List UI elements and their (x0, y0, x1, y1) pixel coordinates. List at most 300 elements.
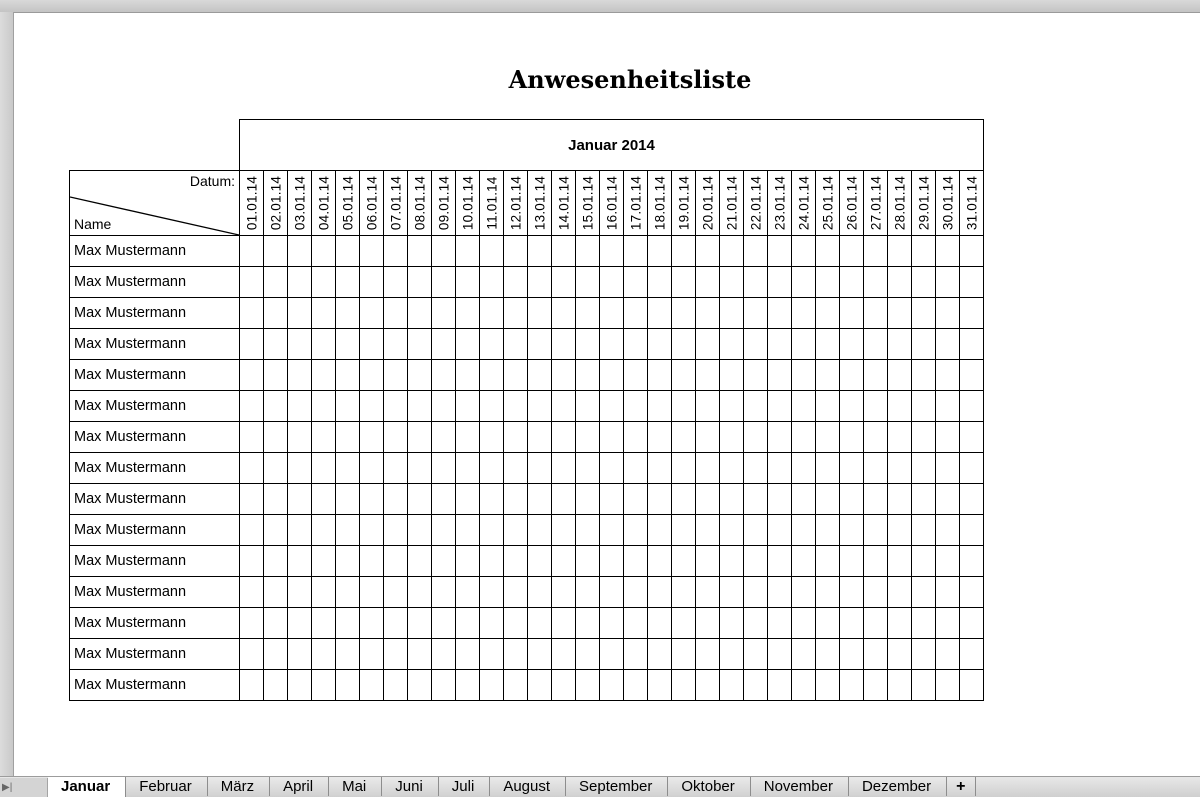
attendance-cell[interactable] (912, 298, 936, 329)
attendance-cell[interactable] (720, 670, 744, 701)
attendance-cell[interactable] (600, 298, 624, 329)
attendance-cell[interactable] (264, 608, 288, 639)
attendance-cell[interactable] (744, 546, 768, 577)
attendance-cell[interactable] (768, 422, 792, 453)
attendance-cell[interactable] (936, 360, 960, 391)
attendance-cell[interactable] (912, 577, 936, 608)
attendance-cell[interactable] (744, 267, 768, 298)
attendance-cell[interactable] (456, 515, 480, 546)
attendance-cell[interactable] (768, 236, 792, 267)
attendance-cell[interactable] (336, 515, 360, 546)
attendance-cell[interactable] (816, 577, 840, 608)
attendance-cell[interactable] (696, 453, 720, 484)
attendance-cell[interactable] (720, 608, 744, 639)
attendance-cell[interactable] (816, 422, 840, 453)
attendance-cell[interactable] (864, 639, 888, 670)
attendance-cell[interactable] (528, 236, 552, 267)
attendance-cell[interactable] (648, 515, 672, 546)
attendance-cell[interactable] (408, 453, 432, 484)
attendance-cell[interactable] (960, 577, 984, 608)
attendance-cell[interactable] (888, 360, 912, 391)
person-name-cell[interactable]: Max Mustermann (70, 670, 240, 701)
attendance-cell[interactable] (408, 608, 432, 639)
attendance-cell[interactable] (696, 267, 720, 298)
date-header-cell[interactable] (600, 171, 624, 236)
attendance-cell[interactable] (384, 298, 408, 329)
attendance-cell[interactable] (600, 484, 624, 515)
attendance-cell[interactable] (816, 453, 840, 484)
attendance-cell[interactable] (936, 298, 960, 329)
sheet-tab[interactable]: Oktober (668, 777, 750, 796)
attendance-cell[interactable] (360, 453, 384, 484)
attendance-cell[interactable] (336, 298, 360, 329)
attendance-cell[interactable] (768, 546, 792, 577)
attendance-cell[interactable] (480, 670, 504, 701)
attendance-cell[interactable] (240, 298, 264, 329)
attendance-cell[interactable] (648, 298, 672, 329)
attendance-cell[interactable] (576, 329, 600, 360)
attendance-cell[interactable] (600, 360, 624, 391)
attendance-cell[interactable] (312, 422, 336, 453)
attendance-cell[interactable] (432, 639, 456, 670)
attendance-cell[interactable] (624, 515, 648, 546)
attendance-cell[interactable] (336, 577, 360, 608)
attendance-cell[interactable] (336, 422, 360, 453)
attendance-cell[interactable] (792, 670, 816, 701)
attendance-cell[interactable] (528, 360, 552, 391)
attendance-cell[interactable] (744, 453, 768, 484)
person-name-cell[interactable]: Max Mustermann (70, 422, 240, 453)
attendance-cell[interactable] (744, 360, 768, 391)
attendance-cell[interactable] (336, 236, 360, 267)
attendance-cell[interactable] (312, 391, 336, 422)
attendance-cell[interactable] (672, 298, 696, 329)
attendance-cell[interactable] (816, 639, 840, 670)
attendance-cell[interactable] (264, 577, 288, 608)
attendance-cell[interactable] (672, 453, 696, 484)
attendance-cell[interactable] (600, 453, 624, 484)
attendance-cell[interactable] (576, 608, 600, 639)
attendance-cell[interactable] (288, 515, 312, 546)
attendance-cell[interactable] (432, 329, 456, 360)
attendance-cell[interactable] (456, 639, 480, 670)
attendance-cell[interactable] (720, 422, 744, 453)
attendance-cell[interactable] (696, 608, 720, 639)
attendance-cell[interactable] (672, 608, 696, 639)
attendance-cell[interactable] (432, 453, 456, 484)
attendance-cell[interactable] (552, 670, 576, 701)
date-header-cell[interactable] (624, 171, 648, 236)
attendance-cell[interactable] (936, 577, 960, 608)
date-header-cell[interactable] (672, 171, 696, 236)
attendance-cell[interactable] (528, 329, 552, 360)
attendance-cell[interactable] (936, 608, 960, 639)
attendance-cell[interactable] (456, 236, 480, 267)
attendance-cell[interactable] (888, 515, 912, 546)
attendance-cell[interactable] (696, 670, 720, 701)
attendance-cell[interactable] (504, 670, 528, 701)
attendance-cell[interactable] (624, 546, 648, 577)
attendance-cell[interactable] (864, 546, 888, 577)
attendance-cell[interactable] (504, 515, 528, 546)
attendance-cell[interactable] (576, 670, 600, 701)
person-name-cell[interactable]: Max Mustermann (70, 391, 240, 422)
attendance-cell[interactable] (888, 546, 912, 577)
attendance-cell[interactable] (960, 670, 984, 701)
attendance-cell[interactable] (312, 639, 336, 670)
attendance-cell[interactable] (744, 670, 768, 701)
attendance-cell[interactable] (648, 608, 672, 639)
attendance-cell[interactable] (576, 484, 600, 515)
attendance-cell[interactable] (504, 267, 528, 298)
attendance-cell[interactable] (264, 236, 288, 267)
attendance-cell[interactable] (816, 484, 840, 515)
attendance-cell[interactable] (792, 608, 816, 639)
attendance-cell[interactable] (960, 236, 984, 267)
person-name-cell[interactable]: Max Mustermann (70, 453, 240, 484)
attendance-cell[interactable] (816, 515, 840, 546)
date-header-cell[interactable] (360, 171, 384, 236)
attendance-cell[interactable] (504, 298, 528, 329)
attendance-cell[interactable] (888, 639, 912, 670)
attendance-cell[interactable] (504, 360, 528, 391)
attendance-cell[interactable] (792, 546, 816, 577)
attendance-cell[interactable] (576, 360, 600, 391)
attendance-cell[interactable] (432, 608, 456, 639)
attendance-cell[interactable] (288, 639, 312, 670)
attendance-cell[interactable] (792, 484, 816, 515)
attendance-cell[interactable] (384, 422, 408, 453)
attendance-cell[interactable] (480, 546, 504, 577)
attendance-cell[interactable] (912, 360, 936, 391)
attendance-cell[interactable] (624, 360, 648, 391)
attendance-cell[interactable] (624, 267, 648, 298)
attendance-cell[interactable] (960, 608, 984, 639)
add-sheet-icon[interactable]: + (947, 777, 975, 796)
date-header-cell[interactable] (408, 171, 432, 236)
attendance-cell[interactable] (504, 639, 528, 670)
attendance-cell[interactable] (240, 639, 264, 670)
attendance-cell[interactable] (888, 267, 912, 298)
attendance-cell[interactable] (456, 670, 480, 701)
person-name-cell[interactable]: Max Mustermann (70, 639, 240, 670)
person-name-cell[interactable]: Max Mustermann (70, 236, 240, 267)
attendance-cell[interactable] (456, 267, 480, 298)
attendance-cell[interactable] (264, 639, 288, 670)
attendance-cell[interactable] (552, 577, 576, 608)
attendance-cell[interactable] (432, 515, 456, 546)
attendance-cell[interactable] (888, 453, 912, 484)
attendance-cell[interactable] (312, 577, 336, 608)
attendance-cell[interactable] (864, 515, 888, 546)
attendance-cell[interactable] (888, 298, 912, 329)
attendance-cell[interactable] (528, 391, 552, 422)
attendance-cell[interactable] (552, 546, 576, 577)
attendance-cell[interactable] (288, 484, 312, 515)
attendance-cell[interactable] (720, 484, 744, 515)
attendance-cell[interactable] (264, 329, 288, 360)
attendance-cell[interactable] (696, 546, 720, 577)
attendance-cell[interactable] (648, 422, 672, 453)
attendance-cell[interactable] (576, 298, 600, 329)
attendance-cell[interactable] (744, 639, 768, 670)
attendance-cell[interactable] (456, 298, 480, 329)
attendance-cell[interactable] (864, 670, 888, 701)
attendance-cell[interactable] (240, 546, 264, 577)
person-name-cell[interactable]: Max Mustermann (70, 329, 240, 360)
attendance-cell[interactable] (960, 360, 984, 391)
attendance-cell[interactable] (816, 360, 840, 391)
attendance-cell[interactable] (504, 236, 528, 267)
attendance-cell[interactable] (816, 329, 840, 360)
attendance-cell[interactable] (840, 670, 864, 701)
date-header-cell[interactable] (288, 171, 312, 236)
attendance-cell[interactable] (720, 236, 744, 267)
attendance-cell[interactable] (960, 515, 984, 546)
sheet-tab[interactable]: Mai (329, 777, 382, 796)
attendance-cell[interactable] (840, 329, 864, 360)
date-header-cell[interactable] (480, 171, 504, 236)
attendance-cell[interactable] (408, 639, 432, 670)
attendance-cell[interactable] (480, 453, 504, 484)
person-name-cell[interactable]: Max Mustermann (70, 267, 240, 298)
datum-name-corner-cell[interactable] (70, 171, 240, 236)
attendance-cell[interactable] (936, 267, 960, 298)
attendance-cell[interactable] (936, 515, 960, 546)
attendance-cell[interactable] (912, 608, 936, 639)
attendance-cell[interactable] (648, 360, 672, 391)
attendance-cell[interactable] (672, 670, 696, 701)
attendance-cell[interactable] (480, 515, 504, 546)
sheet-tab[interactable]: November (751, 777, 849, 796)
attendance-cell[interactable] (696, 298, 720, 329)
attendance-cell[interactable] (912, 236, 936, 267)
attendance-cell[interactable] (528, 546, 552, 577)
attendance-cell[interactable] (768, 267, 792, 298)
attendance-cell[interactable] (864, 453, 888, 484)
attendance-cell[interactable] (408, 391, 432, 422)
attendance-cell[interactable] (312, 267, 336, 298)
attendance-cell[interactable] (552, 515, 576, 546)
attendance-cell[interactable] (336, 484, 360, 515)
attendance-cell[interactable] (528, 298, 552, 329)
attendance-cell[interactable] (576, 515, 600, 546)
attendance-cell[interactable] (768, 484, 792, 515)
attendance-cell[interactable] (696, 515, 720, 546)
attendance-cell[interactable] (360, 360, 384, 391)
attendance-cell[interactable] (840, 484, 864, 515)
attendance-cell[interactable] (864, 608, 888, 639)
attendance-cell[interactable] (936, 484, 960, 515)
attendance-cell[interactable] (936, 236, 960, 267)
attendance-cell[interactable] (960, 453, 984, 484)
attendance-cell[interactable] (768, 577, 792, 608)
attendance-cell[interactable] (624, 608, 648, 639)
attendance-cell[interactable] (264, 670, 288, 701)
attendance-cell[interactable] (408, 298, 432, 329)
attendance-cell[interactable] (336, 546, 360, 577)
attendance-cell[interactable] (816, 391, 840, 422)
attendance-cell[interactable] (840, 267, 864, 298)
attendance-cell[interactable] (528, 577, 552, 608)
attendance-cell[interactable] (312, 360, 336, 391)
attendance-cell[interactable] (384, 546, 408, 577)
attendance-cell[interactable] (408, 267, 432, 298)
attendance-cell[interactable] (336, 267, 360, 298)
attendance-cell[interactable] (792, 236, 816, 267)
attendance-cell[interactable] (864, 484, 888, 515)
attendance-cell[interactable] (792, 267, 816, 298)
attendance-cell[interactable] (912, 453, 936, 484)
attendance-cell[interactable] (360, 391, 384, 422)
attendance-cell[interactable] (912, 670, 936, 701)
attendance-cell[interactable] (360, 608, 384, 639)
attendance-cell[interactable] (696, 577, 720, 608)
date-header-cell[interactable] (552, 171, 576, 236)
attendance-cell[interactable] (408, 546, 432, 577)
attendance-cell[interactable] (744, 515, 768, 546)
attendance-cell[interactable] (240, 670, 264, 701)
attendance-cell[interactable] (288, 577, 312, 608)
attendance-cell[interactable] (720, 546, 744, 577)
attendance-cell[interactable] (576, 236, 600, 267)
attendance-cell[interactable] (384, 639, 408, 670)
attendance-cell[interactable] (288, 298, 312, 329)
attendance-cell[interactable] (264, 515, 288, 546)
attendance-cell[interactable] (360, 577, 384, 608)
attendance-cell[interactable] (936, 546, 960, 577)
attendance-cell[interactable] (648, 577, 672, 608)
attendance-cell[interactable] (744, 577, 768, 608)
attendance-cell[interactable] (576, 453, 600, 484)
date-header-cell[interactable] (720, 171, 744, 236)
attendance-cell[interactable] (504, 453, 528, 484)
attendance-cell[interactable] (480, 391, 504, 422)
attendance-cell[interactable] (888, 329, 912, 360)
person-name-cell[interactable]: Max Mustermann (70, 360, 240, 391)
attendance-cell[interactable] (360, 639, 384, 670)
attendance-cell[interactable] (624, 391, 648, 422)
attendance-cell[interactable] (528, 608, 552, 639)
attendance-cell[interactable] (432, 298, 456, 329)
attendance-cell[interactable] (816, 298, 840, 329)
attendance-cell[interactable] (768, 360, 792, 391)
attendance-cell[interactable] (720, 329, 744, 360)
attendance-cell[interactable] (528, 422, 552, 453)
attendance-cell[interactable] (528, 515, 552, 546)
attendance-cell[interactable] (768, 670, 792, 701)
attendance-cell[interactable] (960, 329, 984, 360)
date-header-cell[interactable] (888, 171, 912, 236)
attendance-cell[interactable] (960, 639, 984, 670)
attendance-cell[interactable] (600, 422, 624, 453)
attendance-cell[interactable] (240, 515, 264, 546)
attendance-cell[interactable] (456, 329, 480, 360)
attendance-cell[interactable] (720, 298, 744, 329)
attendance-cell[interactable] (840, 298, 864, 329)
attendance-cell[interactable] (696, 391, 720, 422)
attendance-cell[interactable] (960, 484, 984, 515)
attendance-cell[interactable] (912, 329, 936, 360)
attendance-cell[interactable] (816, 267, 840, 298)
attendance-cell[interactable] (336, 639, 360, 670)
person-name-cell[interactable]: Max Mustermann (70, 484, 240, 515)
date-header-cell[interactable] (840, 171, 864, 236)
attendance-cell[interactable] (288, 329, 312, 360)
attendance-cell[interactable] (720, 391, 744, 422)
attendance-cell[interactable] (456, 484, 480, 515)
attendance-cell[interactable] (240, 453, 264, 484)
date-header-cell[interactable] (240, 171, 264, 236)
attendance-cell[interactable] (432, 360, 456, 391)
attendance-cell[interactable] (888, 577, 912, 608)
sheet-tab[interactable]: April (270, 777, 329, 796)
attendance-cell[interactable] (360, 329, 384, 360)
attendance-cell[interactable] (672, 360, 696, 391)
attendance-cell[interactable] (336, 360, 360, 391)
attendance-cell[interactable] (264, 546, 288, 577)
attendance-cell[interactable] (672, 391, 696, 422)
date-header-cell[interactable] (432, 171, 456, 236)
date-header-cell[interactable] (648, 171, 672, 236)
attendance-cell[interactable] (240, 267, 264, 298)
attendance-cell[interactable] (624, 422, 648, 453)
attendance-cell[interactable] (264, 484, 288, 515)
attendance-cell[interactable] (552, 608, 576, 639)
attendance-cell[interactable] (480, 639, 504, 670)
attendance-cell[interactable] (768, 391, 792, 422)
attendance-cell[interactable] (528, 267, 552, 298)
attendance-cell[interactable] (312, 608, 336, 639)
attendance-cell[interactable] (384, 608, 408, 639)
attendance-cell[interactable] (408, 484, 432, 515)
attendance-cell[interactable] (360, 515, 384, 546)
attendance-cell[interactable] (768, 453, 792, 484)
attendance-cell[interactable] (624, 329, 648, 360)
attendance-cell[interactable] (264, 298, 288, 329)
attendance-cell[interactable] (456, 546, 480, 577)
attendance-cell[interactable] (312, 546, 336, 577)
attendance-cell[interactable] (912, 422, 936, 453)
attendance-cell[interactable] (624, 577, 648, 608)
date-header-cell[interactable] (768, 171, 792, 236)
attendance-cell[interactable] (792, 453, 816, 484)
date-header-cell[interactable] (696, 171, 720, 236)
attendance-cell[interactable] (552, 422, 576, 453)
attendance-cell[interactable] (336, 329, 360, 360)
attendance-cell[interactable] (960, 546, 984, 577)
attendance-cell[interactable] (648, 484, 672, 515)
attendance-cell[interactable] (264, 391, 288, 422)
attendance-cell[interactable] (744, 422, 768, 453)
attendance-cell[interactable] (336, 391, 360, 422)
attendance-cell[interactable] (384, 267, 408, 298)
attendance-cell[interactable] (312, 484, 336, 515)
attendance-cell[interactable] (840, 453, 864, 484)
sheet-tab[interactable]: Januar (48, 777, 126, 797)
attendance-cell[interactable] (240, 391, 264, 422)
attendance-cell[interactable] (744, 484, 768, 515)
attendance-cell[interactable] (624, 670, 648, 701)
attendance-cell[interactable] (600, 608, 624, 639)
month-header[interactable]: Januar 2014 (240, 120, 984, 171)
attendance-cell[interactable] (672, 577, 696, 608)
attendance-cell[interactable] (792, 639, 816, 670)
attendance-cell[interactable] (576, 639, 600, 670)
date-header-cell[interactable] (816, 171, 840, 236)
attendance-cell[interactable] (552, 639, 576, 670)
attendance-cell[interactable] (744, 608, 768, 639)
